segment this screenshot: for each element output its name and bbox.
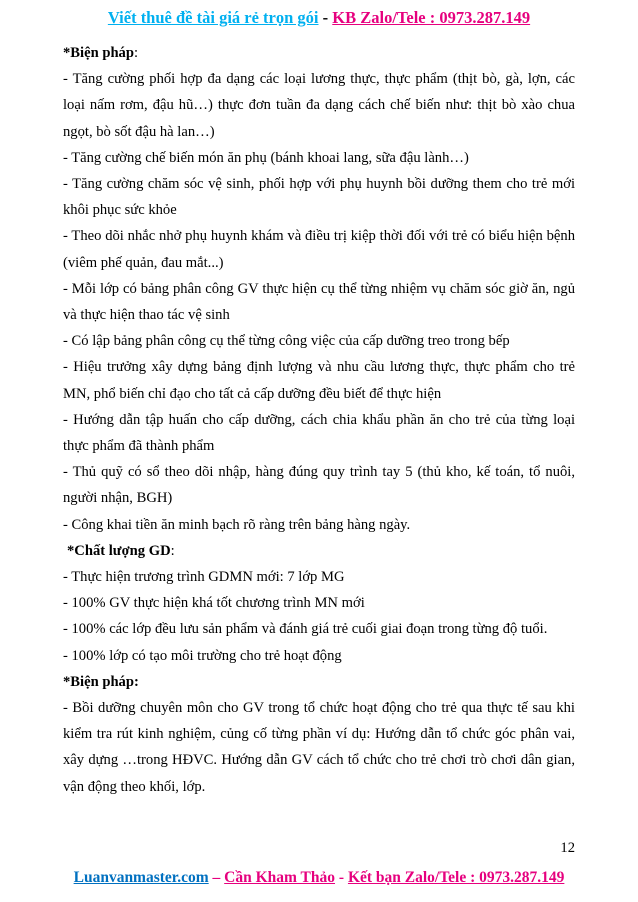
paragraph: - 100% GV thực hiện khá tốt chương trình MN mới [63,595,365,612]
paragraph: - Tăng cường chế biến món ăn phụ (bánh khoai lang, sữa đậu lành…) [63,149,469,166]
page-header [0,6,638,30]
paragraph: - Tăng cường chăm sóc vệ sinh, phối hợp với phụ huynh bồi dưỡng them cho trẻ mới khôi phục sức khỏe [63,176,575,219]
paragraph: - 100% các lớp đều lưu sản phẩm và đánh giá trẻ cuối giai đoạn trong từng độ tuổi. [63,621,548,638]
paragraph: - Thủ quỹ có sổ theo dõi nhập, hàng đúng quy trình tay 5 (thủ kho, kế toán, tổ nuôi, người nhận, BGH) [63,464,575,507]
paragraph: - Tăng cường phối hợp đa dạng các loại lương thực, thực phẩm (thịt bò, gà, lợn, các loại nấm rơm, đậu hũ…) thực đơn tuần đa dạng cách chế biến như: thịt bò xào chua ngọt, bò sốt đậu hà lan…) [63,71,575,140]
paragraph: - Hướng dẫn tập huấn cho cấp dưỡng, cách chia khẩu phần ăn cho trẻ của từng loại thực phẩm đã thành phẩm [63,411,575,455]
paragraph: - 100% lớp có tạo môi trường cho trẻ hoạt động [63,647,342,664]
footer-separator: - [335,869,348,886]
section-heading: *Biện pháp: [63,673,139,690]
header-separator: - [318,8,333,27]
paragraph: - Công khai tiền ăn minh bạch rõ ràng trên bảng hàng ngày. [63,516,411,533]
paragraph: - Theo dõi nhắc nhở phụ huynh khám và điều trị kiệp thời đối với trẻ có biểu hiện bệnh (viêm phế quản, đau mắt...) [63,228,575,271]
page-number: 12 [560,840,575,856]
footer-contact-link[interactable]: Kết bạn Zalo/Tele : 0973.287.149 [347,869,565,886]
header-contact[interactable]: KB Zalo/Tele : 0973.287.149 [332,8,531,27]
page-footer [0,866,638,890]
paragraph: - Bồi dưỡng chuyên môn cho GV trong tổ chức hoạt động cho trẻ qua thực tế sau khi kiểm tra rút kinh nghiệm, củng cố từng phần ví dụ: Hướng dẫn tổ chức góc phân vai, xây dựng …trong HĐVC. Hướng dẫn GV cách tổ chức cho trẻ chơi trò chơi dân gian, vận động theo khối, lớp. [63,700,575,795]
section-heading: *Chất lượng GD: [67,542,175,559]
paragraph: - Mỗi lớp có bảng phân công GV thực hiện cụ thể từng nhiệm vụ chăm sóc giờ ăn, ngủ và thực hiện thao tác vệ sinh [63,280,575,324]
header-link[interactable]: Viết thuê đề tài giá rẻ trọn gói [107,8,319,27]
paragraph: - Có lập bảng phân công cụ thể từng công việc của cấp dưỡng treo trong bếp [63,333,510,350]
footer-name-link[interactable]: Cần Kham Thảo [224,869,336,886]
footer-site-link[interactable]: Luanvanmaster.com [73,869,209,886]
paragraph: - Thực hiện trương trình GDMN mới: 7 lớp MG [63,569,345,586]
document-body [63,40,575,800]
section-heading: *Biện pháp: [63,45,139,61]
footer-dash: – [208,869,225,886]
paragraph: - Hiệu trưởng xây dựng bảng định lượng và nhu cầu lương thực, thực phẩm cho trẻ MN, phổ biến chỉ đạo cho tất cả cấp dưỡng đều biết để thực hiện [63,359,575,402]
